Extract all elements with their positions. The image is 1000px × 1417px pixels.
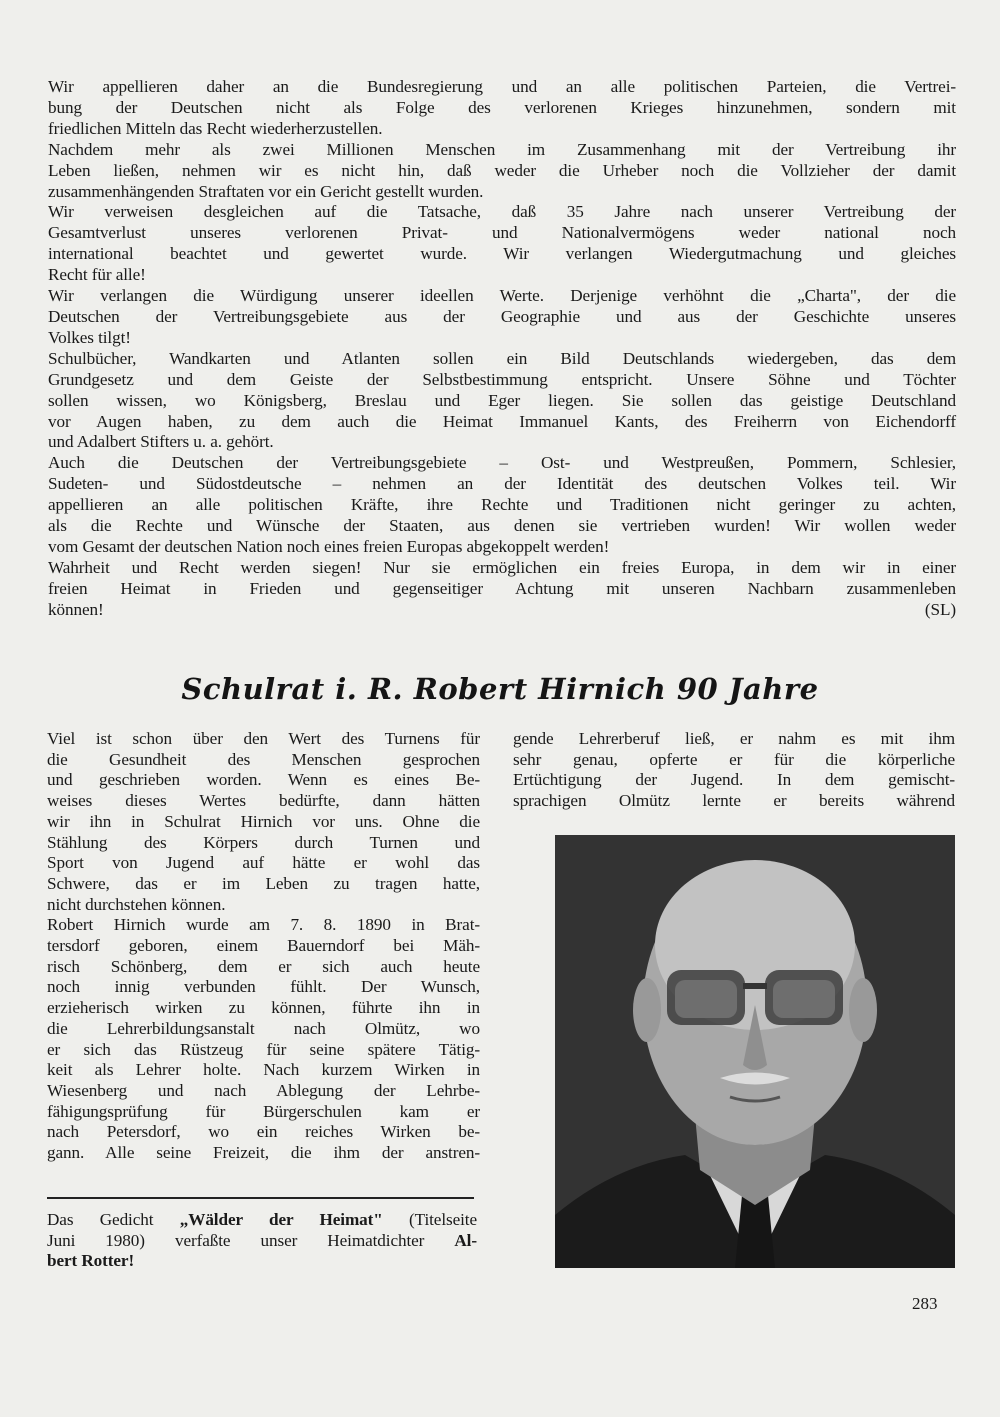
text-line: vom Gesamt der deutschen Nation noch eines freien Europas abgekoppelt werden!: [48, 536, 610, 556]
footnote-text: Das Gedicht: [47, 1210, 180, 1229]
paragraph: [48, 453, 956, 558]
poet-name: bert Rotter!: [47, 1251, 135, 1270]
text-line: bung der Deutschen nicht als Folge des verlorenen Krieges hinzunehmen, sondern mit: [48, 97, 956, 117]
portrait-photo: [555, 835, 955, 1268]
text-line: können!: [48, 599, 104, 619]
text-line: freien Heimat in Frieden und gegenseitiger Achtung mit unseren Nachbarn zusammenleben: [48, 578, 956, 598]
paragraph: [48, 558, 956, 621]
text-line: tersdorf geboren, einem Bauerndorf bei Mäh-: [47, 936, 480, 956]
text-line: Volkes tilgt!: [48, 327, 131, 347]
text-line: gende Lehrerberuf ließ, er nahm es mit ihm: [513, 729, 955, 748]
article-headline: Schulrat i. R. Robert Hirnich 90 Jahre: [181, 672, 819, 706]
text-line: Schulbücher, Wandkarten und Atlanten sollen ein Bild Deutschlands wiedergeben, das dem: [48, 348, 956, 368]
text-line: Stählung des Körpers durch Turnen und: [47, 832, 480, 852]
text-line: risch Schönberg, dem er sich auch heute: [47, 956, 480, 976]
footnote: [47, 1210, 477, 1272]
text-line: erzieherisch wirken zu können, führte ihn in: [47, 998, 480, 1018]
text-line: die Lehrerbildungsanstalt nach Olmütz, wo: [47, 1018, 480, 1038]
text-line: Viel ist schon über den Wert des Turnens für: [47, 729, 480, 748]
text-line: Leben ließen, nehmen wir es nicht hin, daß weder die Urheber noch die Vollzieher der damit: [48, 160, 956, 180]
text-line: und Adalbert Stifters u. a. gehört.: [48, 432, 274, 452]
paragraph: [48, 349, 956, 454]
text-line: Wiesenberg und nach Ablegung der Lehrbe-: [47, 1080, 480, 1100]
text-line: Nachdem mehr als zwei Millionen Menschen im Zusammenhang mit der Vertreibung ihr: [48, 139, 956, 159]
paragraph: [48, 77, 956, 140]
text-line: sollen wissen, wo Königsberg, Breslau und Eger liegen. Sie sollen das geistige Deutschland: [48, 390, 956, 410]
text-line: vor Augen haben, zu dem auch die Heimat Immanuel Kants, des Freiherrn von Eichendorff: [48, 411, 956, 431]
page-number: 283: [912, 1294, 938, 1313]
footnote-text: Juni 1980) verfaßte unser Heimatdichter: [47, 1230, 455, 1250]
paragraph: [48, 202, 956, 286]
text-line: Ertüchtigung der Jugend. In dem gemischt-: [513, 770, 955, 790]
text-line: als die Rechte und Wünsche der Staaten, aus denen sie vertrieben wurden! Wir wollen weder: [48, 516, 956, 536]
text-line: Wir appellieren daher an die Bundesregierung und an alle politischen Parteien, die Vertrei-: [48, 77, 956, 96]
paragraph: [48, 140, 956, 203]
text-line: und geschrieben worden. Wenn es eines Be-: [47, 770, 480, 790]
text-line: international beachtet und gewertet wurde. Wir verlangen Wiedergutmachung und gleiches: [48, 244, 956, 264]
text-line: Wahrheit und Recht werden siegen! Nur sie ermöglichen ein freies Europa, in dem wir in einer: [48, 557, 956, 577]
text-line: weises dieses Wertes bedürfte, dann hätten: [47, 791, 480, 811]
text-line: Schwere, das er im Leben zu tragen hatte,: [47, 873, 480, 893]
text-line: nach Petersdorf, wo ein reiches Wirken be-: [47, 1122, 480, 1142]
text-line: wir ihn in Schulrat Hirnich vor uns. Ohne die: [47, 811, 480, 831]
signature: (SL): [924, 599, 956, 619]
text-line: Robert Hirnich wurde am 7. 8. 1890 in Brat-: [47, 915, 480, 935]
text-line: Grundgesetz und dem Geiste der Selbstbestimmung entspricht. Unsere Söhne und Töchter: [48, 369, 956, 389]
text-line: Sport von Jugend auf hätte er wohl das: [47, 853, 480, 873]
paragraph: [47, 915, 480, 1163]
text-line: Wir verweisen desgleichen auf die Tatsache, daß 35 Jahre nach unserer Vertreibung der: [48, 202, 956, 222]
text-line: Wir verlangen die Würdigung unserer ideellen Werte. Derjenige verhöhnt die „Charta", der die: [48, 286, 956, 306]
text-line: Deutschen der Vertreibungsgebiete aus der Geographie und aus der Geschichte unseres: [48, 306, 956, 326]
text-line: nicht durchstehen können.: [47, 894, 226, 914]
paragraph: [47, 729, 480, 915]
text-line: zusammenhängenden Straftaten vor ein Gericht gestellt wurden.: [48, 181, 484, 201]
text-line: noch innig verbunden fühlt. Der Wunsch,: [47, 977, 480, 997]
text-line: appellieren an alle politischen Kräfte, ihre Rechte und Traditionen nicht geringer zu achten,: [48, 495, 956, 515]
text-line: fähigungsprüfung für Bürgerschulen kam er: [47, 1101, 480, 1121]
text-line: Recht für alle!: [48, 265, 146, 285]
intro-text: [48, 77, 956, 621]
footnote-divider: [47, 1197, 474, 1199]
text-line: Sudeten- und Südostdeutsche – nehmen an der Identität des deutschen Volkes teil. Wir: [48, 474, 956, 494]
text-line: Auch die Deutschen der Vertreibungsgebiete – Ost- und Westpreußen, Pommern, Schlesier,: [48, 453, 956, 473]
footnote-text: (Titelseite: [382, 1210, 477, 1229]
text-line: gann. Alle seine Freizeit, die ihm der anstren-: [47, 1143, 480, 1163]
text-line: keit als Lehrer holte. Nach kurzem Wirken in: [47, 1060, 480, 1080]
article-right-column: [513, 729, 955, 812]
paragraph: [48, 286, 956, 349]
text-line: die Gesundheit des Menschen gesprochen: [47, 749, 480, 769]
article-left-column: [47, 729, 480, 1164]
poem-title: „Wälder der Heimat": [179, 1210, 383, 1229]
text-line: [48, 600, 956, 621]
text-line: sehr genau, opferte er für die körperliche: [513, 749, 955, 769]
text-line: sprachigen Olmütz lernte er bereits während: [513, 791, 955, 811]
poet-name: Al-: [454, 1230, 477, 1250]
text-line: friedlichen Mitteln das Recht wiederherzustellen.: [48, 118, 383, 138]
text-line: er sich das Rüstzeug für seine spätere Tätig-: [47, 1039, 480, 1059]
paragraph: [513, 729, 955, 812]
text-line: Gesamtverlust unseres verlorenen Privat- und Nationalvermögens weder national noch: [48, 223, 956, 243]
